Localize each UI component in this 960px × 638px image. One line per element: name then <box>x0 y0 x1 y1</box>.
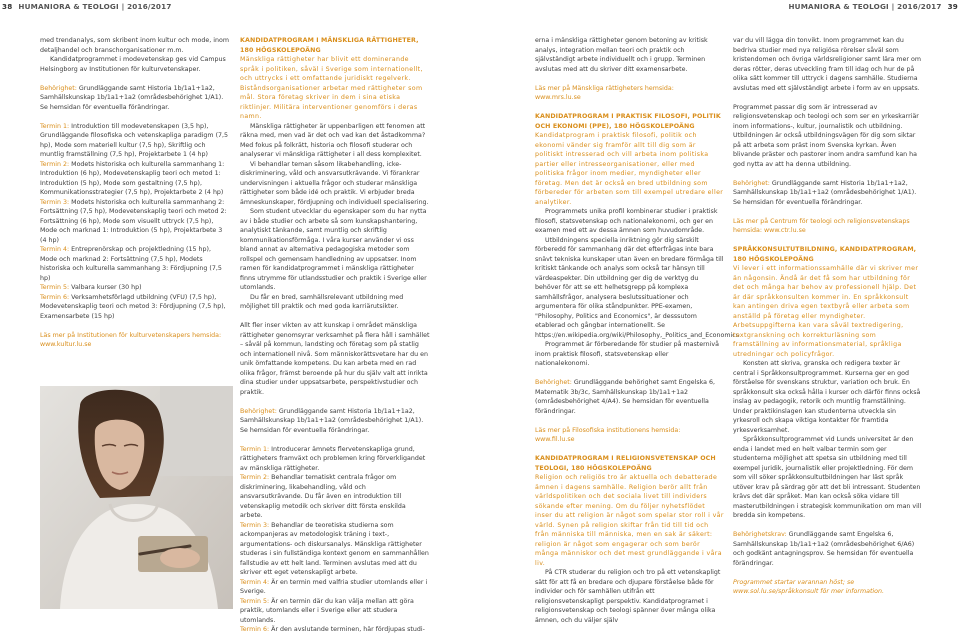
paragraph: erna i mänskliga rättigheter genom betoning av kritisk analys, integration mellan teori och praktik och självständigt arbete individuellt och i grupp. Terminen avslutas med att du skriver ditt examensarbete. <box>535 37 708 73</box>
requirements-text: Grundläggande samt Historia 1b/1a1+1a2, Samhällskunskap 1b/1a1+1a2 (områdesbehörighet 1/A1). Se hemsidan för eventuella förändringar. <box>733 179 917 206</box>
term-label: Termin 2: <box>240 474 270 481</box>
term-item <box>40 283 230 293</box>
term-text: Modets historiska och kulturella sammanhang 1: Introduktion (6 hp), Modevetenskaplig teori och metod 1: Introduktion (5 hp), Mode som gestaltning (7,5 hp), Kommunikationsstrategier (7,5 hp), Projektarbete 2 (4 hp) <box>40 160 225 196</box>
requirements-label: Behörighetskrav: <box>733 531 787 538</box>
term-label: Termin 5: <box>240 597 270 605</box>
term-text: Är den avslutande terminen, här fördjupas studi- <box>269 626 425 633</box>
paragraph: Programmet passar dig som är intresserad av religionsvetenskap och teologi och som ser en yrkeskarriär inom informations-, kultur, journalistik och utbildning. Utbildningen är också utbildningsvägen för dig som siktar på att arbeta som präst inom Svenska kyrkan. Även blivande präster och pastorer inom andra samfund kan ha god nytta av att ha denna utbildning. <box>733 103 919 168</box>
paragraph: Allt fler inser vikten av att kunskap i området mänskliga rättigheter genomsyrar verksamhet på flera håll i samhället – såväl på kommun, landsting och företag som på statlig och internationell nivå. Som människorättsvetare har du en unik ömfattande kompetens. Du kan arbeta med en rad olika frågor, främst beroende på hur du själv valt att inrikta dina studier under uppsatsarbete, perspektivstudier och praktik. <box>240 322 430 396</box>
read-more-link[interactable]: www.fil.lu.se <box>535 436 575 443</box>
program-title: SPRÅKKONSULTUTBILDNING, KANDIDATPROGRAM, 180 HÖGSKOLEPOÄNG <box>733 246 917 263</box>
intro-paragraph: med trendanalys, som skribent inom kultur och mode, inom detaljhandel och branschorganisationer m.m. <box>40 37 229 54</box>
right-header-title: HUMANIORA & TEOLOGI | 2016/2017 <box>788 1 942 11</box>
term-item <box>240 521 430 578</box>
intro-paragraph-2: Kandidatprogrammet i modevetenskap ges vid Campus Helsingborg av Institutionen för kulturvetenskaper. <box>40 56 226 73</box>
requirements <box>733 179 923 208</box>
column-3 <box>535 36 740 625</box>
term-item <box>40 160 230 198</box>
term-label: Termin 3: <box>240 521 270 529</box>
requirements-label: Behörighet: <box>535 379 572 386</box>
term-label: Termin 3: <box>40 198 70 206</box>
term-item <box>240 445 430 474</box>
read-more-label: Läs mer på Institutionen för kulturvetenskapers hemsida: <box>40 331 222 339</box>
requirements <box>240 407 430 436</box>
column-2 <box>240 36 430 635</box>
term-label: Termin 2: <box>40 160 70 168</box>
paragraph: Språkkonsultprogrammet vid Lunds universitet är den enda i landet med en helt valbar termin som ger studenterna möjlighet att spetsa sin utbildning med till exempel juridik, journalistik eller projektledning. För dem som vill söker språkkonsultutbildningen har läst språk utöver krav på särdrag gör att det bli intressant. Studenten krävs det där språket. Man kan också söka vidare till masterutbildningen i strategisk kommunikation om man vill bredda sin kompetens. <box>733 436 922 519</box>
term-text: Är en termin med valfria studier utomlands eller i Sverige. <box>240 578 428 595</box>
paragraph: var du vill lägga din tonvikt. Inom programmet kan du bedriva studier med nya religiösa rörelser såväl som kristendomen och övriga världsreligioner samt lära mer om deras rötter, deras utveckling fram till idag och hur de på olika sätt kommer till uttryck i dagens samhälle. Studierna avslutas med ett självständigt arbete i form av en uppsats. <box>733 37 921 92</box>
term-label: Termin 6: <box>40 293 70 301</box>
requirements-text: Grundläggande samt Engelska 6, Samhällskunskap 1b/1a1+1a2 (områdesbehörighet 6/A6) och godkänt antagningsprov. Se hemsidan för eventuella förändringar. <box>733 531 915 567</box>
right-page-number: 39 <box>947 1 958 11</box>
requirements <box>535 378 724 416</box>
read-more-label: Läs mer på Filosofiska institutionens hemsida: <box>535 426 681 434</box>
term-text: Behandlar de teoretiska studierna som ackompanjeras av metodologisk träning i text-, argumentations- och diskursanalys. Mänskliga rättigheter studeras i sin fullständiga kontext genom en sammanhållen fallstudie av ett helt land. Terminen avslutas med att du skriver ett eget vetenskapligt arbete. <box>240 521 429 576</box>
term-item <box>240 473 430 521</box>
requirements-label: Behörighet: <box>733 179 770 187</box>
term-item <box>40 293 230 322</box>
read-more-label: Läs mer på Mänskliga rättigheters hemsida: <box>535 84 674 92</box>
term-label: Termin 4: <box>40 246 70 253</box>
paragraph: Vi behandlar teman såsom likabehandling, icke-diskriminering, våld och ansvarsutkrävande. Vi förankrar undervisningen i aktuella frågor och studerar mänskliga rättigheter som både idé och praktik. Vi erbjuder breda ämneskunskaper, fördjupning och individuell specialisering. <box>240 160 429 206</box>
term-item <box>40 198 230 246</box>
read-more <box>535 426 724 445</box>
term-text: Introducerar ämnets flervetenskapliga grund, rättigheters framväxt och problemen kring förverkligandet av mänskliga rättigheter. <box>240 445 426 472</box>
read-more-link[interactable]: www.mrs.lu.se <box>535 94 581 101</box>
read-more-link[interactable]: www.kultur.lu.se <box>40 341 92 348</box>
term-item <box>240 625 430 635</box>
paragraph: Utbildningens speciella inriktning gör dig särskilt förberedd för sammanhang där det efterfrågas inte bara snävt tekniska kunskaper utan även en bredare förmåga till kritiskt tänkande och analys som också tar hänsyn till värdeaspekter. Din utbildning ger dig de verktyg du behöver för att se ett helhetsgrepp på komplexa samhällsfrågor, analysera beslutssituationer och argumentera för olika ståndpunkter. PPE-examen, "Philosophy, Politics and Economics", är desssutom etablerad och gångbar internationellt. Se https://en.wikipedia.org/wiki/Philosophy,_Politics_and_Economics <box>535 236 740 339</box>
left-header-title: HUMANIORA & TEOLOGI | 2016/2017 <box>18 1 172 11</box>
program-title: KANDIDATPROGRAM I MÄNSKLIGA RÄTTIGHETER, 180 HÖGSKOLEPOÄNG <box>240 37 419 54</box>
term-text: Entreprenörskap och projektledning (15 hp), Mode och marknad 2: Fortsättning (7,5 hp), Modets historiska och kulturella sammanhang 3: Fördjupning (7,5 hp) <box>40 246 222 282</box>
term-label: Termin 1: <box>240 445 270 453</box>
paragraph: Programmet är förberedande för studier på masternivå inom praktisk filosofi, statsvetenskap eller nationalekonomi. <box>535 341 719 367</box>
term-item <box>240 578 430 597</box>
student-photo <box>40 386 233 609</box>
term-item <box>40 245 230 283</box>
student-photo-illustration <box>40 386 233 609</box>
program-lead: Mänskliga rättigheter har blivit ett dominerande språk i politiken, såväl i Sverige som internationellt, och uttrycks i ett omfattande juridiskt regelverk. Biståndsorganisationer arbetar med rättigheter som mål. Stora företag skriver in dem i sina etiska riktlinjer. Militära interventioner genomförs i deras namn. <box>240 56 423 120</box>
term-label: Termin 5: <box>40 284 70 291</box>
requirements-label: Behörighet: <box>40 84 77 92</box>
requirements-text: Grundläggande samt Historia 1b/1a1+1a2, Samhällskunskap 1b/1a1+1a2 (områdesbehörighet 1/A1). Se hemsidan för eventuella förändringar. <box>240 407 424 434</box>
term-text: Modets historiska och kulturella sammanhang 2: Fortsättning (7,5 hp), Modevetenskaplig teori och metod 2: Fortsättning (6 hp), Mode som visuellt uttryck (7,5 hp), Mode och marknad 1: Introduktion (5 hp), Projektarbete 3 (4 hp) <box>40 198 227 244</box>
term-text: Behandlar tematiskt centrala frågor om diskriminering, likabehandling, våld och ansvarsutkrävande. Du får även en introduktion till vetenskaplig metodik och skriver ditt första enskilda arbete. <box>240 474 406 519</box>
right-running-header <box>788 0 958 12</box>
left-running-header <box>2 0 172 12</box>
term-label: Termin 4: <box>240 578 270 586</box>
read-more-link[interactable]: www.ctr.lu.se <box>764 227 806 234</box>
paragraph: Konsten att skriva, granska och redigera texter är central i Språkkonsultprogrammet. Kurserna ger en god förståelse för svenskans struktur, variation och bruk. En språkkonsult ska också hålla i kurser och därför finns också inslag av pedagogik, retorik och muntlig framställning. Under praktikinslagen kan studenterna utveckla sin yrkesroll och skapa viktiga kontakter för framtida yrkesverksamhet. <box>733 360 921 434</box>
program-title: KANDIDATPROGRAM I RELIGIONSVETENSKAP OCH TEOLOGI, 180 HÖGSKOLEPOÄNG <box>535 455 716 472</box>
program-lead: Vi lever i ett informationssamhälle där vi skriver mer än någonsin. Ändå är det få som har utbildning för det och många har behov av professionell hjälp. Det är där språkkonsulten kommer in. En språkkonsult kan antingen driva egen textbyrå eller arbeta som anställd på företag eller myndigheter. Arbetsuppgifterna kan vara såväl textredigering, textgranskning och korrekturläsning som framställning av informationsmaterial, språkliga utredningar och policyfrågor. <box>733 265 919 358</box>
term-label: Termin 1: <box>40 122 70 130</box>
requirements-text: Grundläggande behörighet samt Engelska 6, Matematik 3b/3c, Samhällskunskap 1b/1a1+1a2 (områdesbehörighet 4/A4). Se hemsidan för eventuella förändringar. <box>535 379 716 415</box>
term-text: Introduktion till modevetenskapen (3,5 hp), Grundläggande filosofiska och vetenskapliga paradigm (7,5 hp), Mode som materiell kultur (7,5 hp), Skriftlig och muntlig framställning (7,5 hp), Projektarbete 1 (4 hp) <box>40 122 229 158</box>
requirements-label: Behörighet: <box>240 407 277 415</box>
paragraph: Mänskliga rättigheter är uppenbarligen ett fenomen att räkna med, men vad är det och vad kan det åstadkomma? Med fokus på folkrätt, historia och filosofi studerar och analyserar vi mänskliga rättigheter i all dess komplexitet. <box>240 122 426 158</box>
program-title: KANDIDATPROGRAM I PRAKTISK FILOSOFI, POLITIK OCH EKONOMI (PPE), 180 HÖGSKOLEPOÄNG <box>535 113 721 130</box>
left-page-number: 38 <box>2 1 13 11</box>
start-note: Programmet startar varannan höst; se www.sol.lu.se/språkkonsult för mer information. <box>733 578 885 595</box>
read-more <box>733 217 923 236</box>
term-item <box>240 597 430 626</box>
term-list <box>40 122 230 322</box>
program-lead: Religion och religiös tro är aktuella och debatterade ämnen i dagens samhälle. Religion berör allt från världspolitiken och det sociala livet till individers sökande efter mening. Om du följer nyhetsflödet inser du att religion är något som spelar stor roll i vår värld. Synen på religion skiftar från tid till tid och från människa till människa, men en sak är säkert: religion är något som engagerar och som berör många människor och det mest grundläggande i våra liv. <box>535 474 724 567</box>
requirements-text: Grundläggande samt Historia 1b/1a1+1a2, Samhällskunskap 1b/1a1+1a2 (områdesbehörighet 1/A1). Se hemsidan för eventuella förändringar. <box>40 84 224 111</box>
term-label: Termin 6: <box>240 626 270 633</box>
read-more <box>40 331 230 350</box>
term-text: Valbara kurser (30 hp) <box>69 284 142 291</box>
paragraph: Du får en bred, samhällsrelevant utbildning med möjlighet till praktik och med goda karriärutsikter. <box>240 293 404 310</box>
requirements <box>40 84 230 113</box>
column-1 <box>40 36 230 359</box>
paragraph: På CTR studerar du religion och tro på ett vetenskapligt sätt för att få en bredare och djupare förståelse både för individer och för samhällen utifrån ett religionsvetenskapligt perspektiv. Kandidatprogramet i religionsvetenskap och teologi spänner över många olika ämnen, och du väljer själv <box>535 569 721 624</box>
term-text: Är en termin där du kan välja mellan att göra praktik, utomlands eller i Sverige eller att studera utomlands. <box>240 597 414 624</box>
paragraph: Programmets unika profil kombinerar studier i praktisk filosofi, statsvetenskap och nationalekonomi, och ger en examen med ett av dessa ämnen som huvudområde. <box>535 208 718 234</box>
requirements <box>733 530 923 568</box>
term-list <box>240 445 430 635</box>
program-lead: Kandidatprogram i praktisk filosofi, politik och ekonomi vänder sig framför allt till dig som är politiskt intresserad och vill arbeta inom politiska partier eller intresseorganisationer, eller med politiska frågor inom medier, myndigheter eller företag. Men det är också en bred utbildning som förbereder för arbeten som till exempel utredare eller analytiker. <box>535 132 724 206</box>
column-4 <box>733 36 923 606</box>
paragraph: Som student utvecklar du egenskaper som du har nytta av i både studier och arbete så som kunskapshantering, analytiskt tänkande, samt muntlig och skriftlig kommunikationsförmåga. I våra kurser använder vi oss bland annat av alternativa pedagogiska metoder som rollspel och gemensam handledning av uppsatser. Inom ramen för kandidatprogrammet i mänskliga rättigheter finns utrymme för utlandsstudier och praktik i Sverige eller utomlands. <box>240 208 427 291</box>
term-text: Verksamhetsförlagd utbildning (VFU) (7,5 hp), Modevetenskaplig teori och metod 3: Fördjupning (7,5 hp), Examensarbete (15 hp) <box>40 293 226 320</box>
read-more <box>535 84 724 103</box>
read-more-label: Läs mer på Centrum för teologi och religionsvetenskaps hemsida: <box>733 217 910 234</box>
term-item <box>40 122 230 160</box>
